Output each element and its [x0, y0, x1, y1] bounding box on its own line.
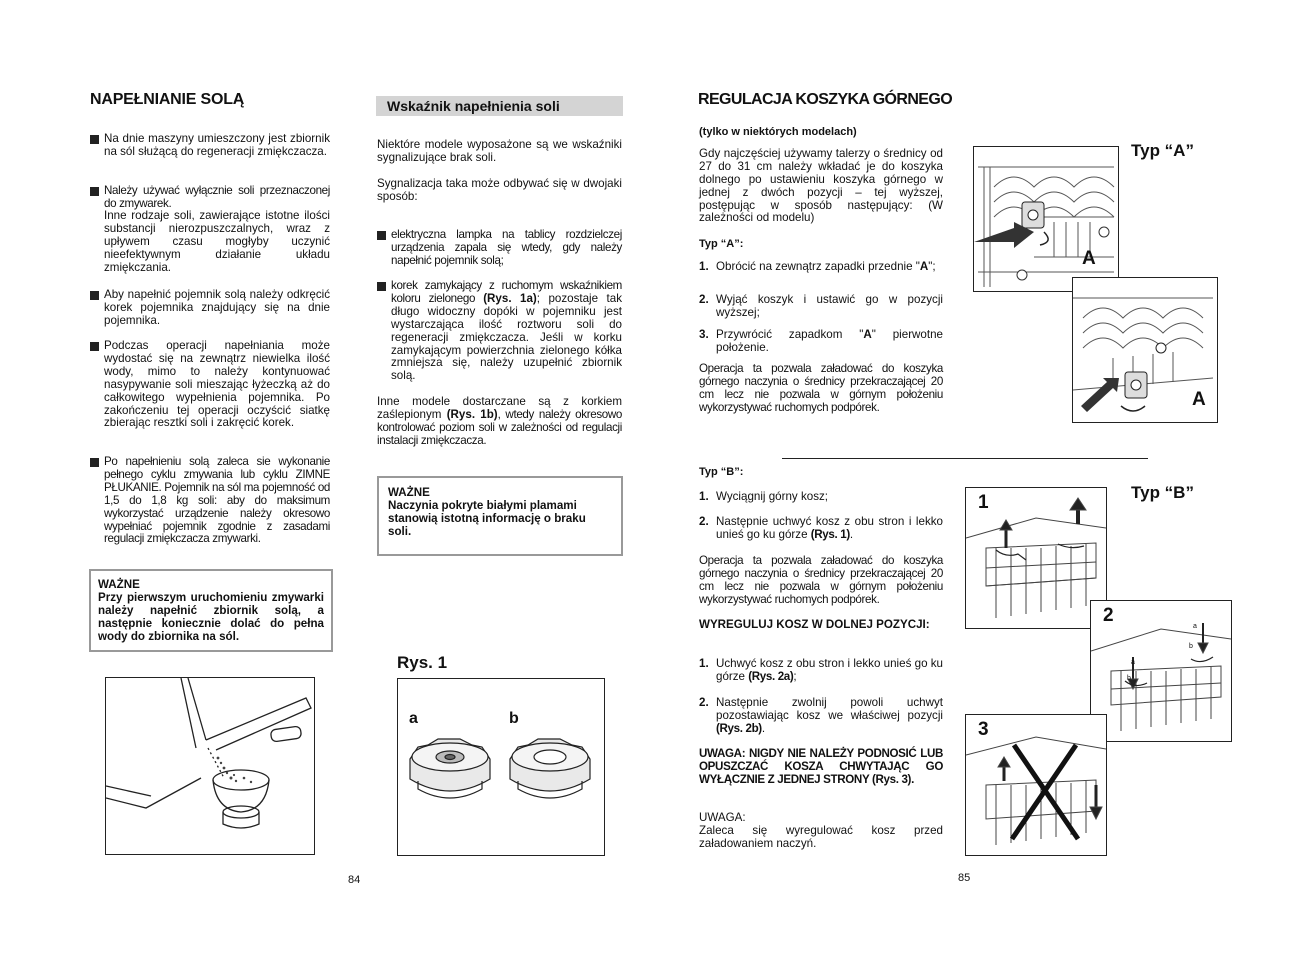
- note-title: UWAGA:: [699, 811, 746, 824]
- paragraph: Inne modele dostarczane są z korkiem zaślepionym (Rys. 1b), wtedy należy okresowo kontrolować poziom soli w zależności od regulacji instalacji zmiękczacza.: [377, 395, 622, 447]
- list-item: korek zamykający z ruchomym wskaźnikiem koloru zielonego (Rys. 1a); pozostaje tak długo widoczny dopóki w pojemniku jest wystarczająca ilość roztworu soli do regeneracji zmiękczacza. Jeśli w korku zamykającym powierzchnia zielonego kółka zmniejsza się, należy uzupełnić zbiornik solą.: [377, 280, 622, 383]
- type-b-figure-2: [1090, 600, 1232, 742]
- figure-label-a: a: [409, 710, 418, 727]
- paragraph: Niektóre modele wyposażone są we wskaźniki sygnalizujące brak soli.: [377, 138, 622, 164]
- figure-title: Rys. 1: [397, 653, 448, 672]
- figure-number: 1: [978, 492, 989, 513]
- figure-label-a: A: [1192, 389, 1206, 410]
- section-title-basket: REGULACJA KOSZYKA GÓRNEGO: [698, 91, 953, 108]
- divider: [782, 458, 1148, 459]
- important-note-box: [89, 569, 333, 652]
- figure-small-label: a: [1193, 623, 1197, 630]
- list-item: 2. Następnie uchwyć kosz z obu stron i lekko unieś go ku górze (Rys. 1).: [699, 515, 943, 541]
- list-item: 2. Następnie zwolnij powoli uchwyt pozostawiając kosz we właściwej pozycji (Rys. 2b).: [699, 696, 943, 735]
- paragraph: Sygnalizacja taka może odbywać się w dwojaki sposób:: [377, 176, 622, 203]
- list-item: Podczas operacji napełniania może wydostać się na zewnątrz niewielka ilość wody, mimo to należy kontynuować nasypywanie soli mieszając łyżeczką aż do całkowitego wypełnienia pojemnika. Po zakończeniu tej operacji oczyścić siatkę zbierając resztki soli i zakręcić korek.: [90, 340, 330, 430]
- paragraph: Operacja ta pozwala załadować do koszyka górnego naczynia o średnicy przekraczającej 20 cm lecz nie pozwala w górnym położeniu wykorzystywać ruchomych podpórek.: [699, 554, 943, 606]
- section-title-salt: NAPEŁNIANIE SOLĄ: [90, 91, 245, 108]
- paragraph: Gdy najczęściej używamy talerzy o średnicy od 27 do 31 cm należy wkładać je do koszyka dolnego po ustawieniu koszyka górnego w jednej z dwóch pozycji – tej wyższej, postępując w sposób następujący: (W zależności od modelu): [699, 146, 943, 225]
- type-b-heading: Typ “B”:: [699, 466, 744, 478]
- salt-filling-illustration: [105, 677, 315, 855]
- figure-label-b: b: [509, 710, 519, 727]
- list-item: 2. Wyjąć koszyk i ustawić go w pozycji wyższej;: [699, 293, 943, 319]
- figure-small-label: a: [1131, 659, 1135, 666]
- note-title: WAŻNE: [388, 486, 430, 499]
- figure-number: 3: [978, 719, 989, 740]
- figure-small-label: b: [1127, 675, 1131, 682]
- note-title: WAŻNE: [98, 578, 140, 591]
- warning-text: UWAGA: NIGDY NIE NALEŻY PODNOSIĆ LUB OPUSZCZAĆ KOSZA CHWYTAJĄC GO WYŁĄCZNIE Z JEDNEJ STRONY (Rys. 3).: [699, 747, 943, 786]
- list-item: 3. Przywrócić zapadkom "A" pierwotne położenie.: [699, 328, 943, 354]
- basket-instructions: [699, 126, 943, 414]
- list-item: 1. Uchwyć kosz z obu stron i lekko unieś go ku górze (Rys. 2a);: [699, 657, 943, 683]
- list-item: Po napełnieniu solą zaleca sie wykonanie pełnego cyklu zmywania lub cyklu ZIMNE PŁUKANIE. Pojemnik na sól ma pojemność od 1,5 do 1,8 kg soli: aby do maksimum wykorzystać urządzenie należy okresowo wypełniać pojemnik zgodnie z zasadami regulacji zmiękczacza zmywarki.: [90, 456, 330, 546]
- cap-with-indicator-icon: [410, 739, 490, 798]
- lower-position-heading: WYREGULUJ KOSZ W DOLNEJ POZYCJI:: [699, 618, 930, 631]
- type-b-figure-1: [965, 487, 1107, 629]
- important-note-box: [377, 476, 623, 556]
- list-item: 1. Obrócić na zewnątrz zapadki przednie "A";: [699, 260, 936, 273]
- paragraph: Operacja ta pozwala załadować do koszyka górnego naczynia o średnicy przekraczającej 20 cm lecz nie pozwala w górnym położeniu wykorzystywać ruchomych podpórek.: [699, 362, 943, 414]
- subtitle: (tylko w niektórych modelach): [699, 126, 857, 138]
- list-item: Należy używać wyłącznie soli przeznaczonej do zmywarek.: [90, 185, 330, 211]
- figure-number: 2: [1103, 605, 1114, 626]
- list-item-continued: Inne rodzaje soli, zawierające istotne ilości substancji nierozpuszczalnych, wraz z upływem czasu mogłyby uczynić nieefektywnym działanie układu zmiękczania.: [104, 209, 330, 274]
- list-item: Na dnie maszyny umieszczony jest zbiornik na sól służącą do regeneracji zmiękczacza.: [90, 133, 330, 159]
- list-item: 1. Wyciągnij górny kosz;: [699, 490, 829, 503]
- salt-cap-figure: [397, 678, 605, 856]
- list-item: elektryczna lampka na tablicy rozdzielczej urządzenia zapala się wtedy, gdy należy napełnić pojemnik solą;: [377, 229, 622, 268]
- cap-blind-icon: [510, 739, 590, 798]
- type-a-figure-1: [973, 146, 1119, 292]
- figure-small-label: b: [1189, 643, 1193, 650]
- type-b-figure-3: [965, 714, 1107, 856]
- basket-instructions-type-b: [699, 466, 943, 850]
- page-number: 85: [958, 872, 971, 884]
- figure-label-a: A: [1082, 248, 1096, 269]
- note-text: Zaleca się wyregulować kosz przed załadowaniem naczyń.: [699, 824, 943, 850]
- type-a-heading: Typ “A”:: [699, 238, 744, 251]
- type-a-label: Typ “A”: [1131, 141, 1194, 160]
- list-item: Aby napełnić pojemnik solą należy odkręcić korek pojemnika znajdujący się na dnie pojemnika.: [90, 289, 330, 328]
- note-text: Przy pierwszym uruchomieniu zmywarki należy napełnić zbiornik solą, a następnie koniecznie dolać do pełna wody do zbiornika na sól.: [98, 590, 324, 643]
- section-header-indicator: [376, 96, 623, 116]
- indicator-text: [377, 138, 622, 447]
- type-b-label: Typ “B”: [1131, 483, 1194, 502]
- note-text: Naczynia pokryte białymi plamami stanowią istotną informację o braku soli.: [388, 498, 586, 538]
- page-number: 84: [348, 874, 361, 886]
- section-title-indicator: Wskaźnik napełnienia soli: [387, 98, 560, 114]
